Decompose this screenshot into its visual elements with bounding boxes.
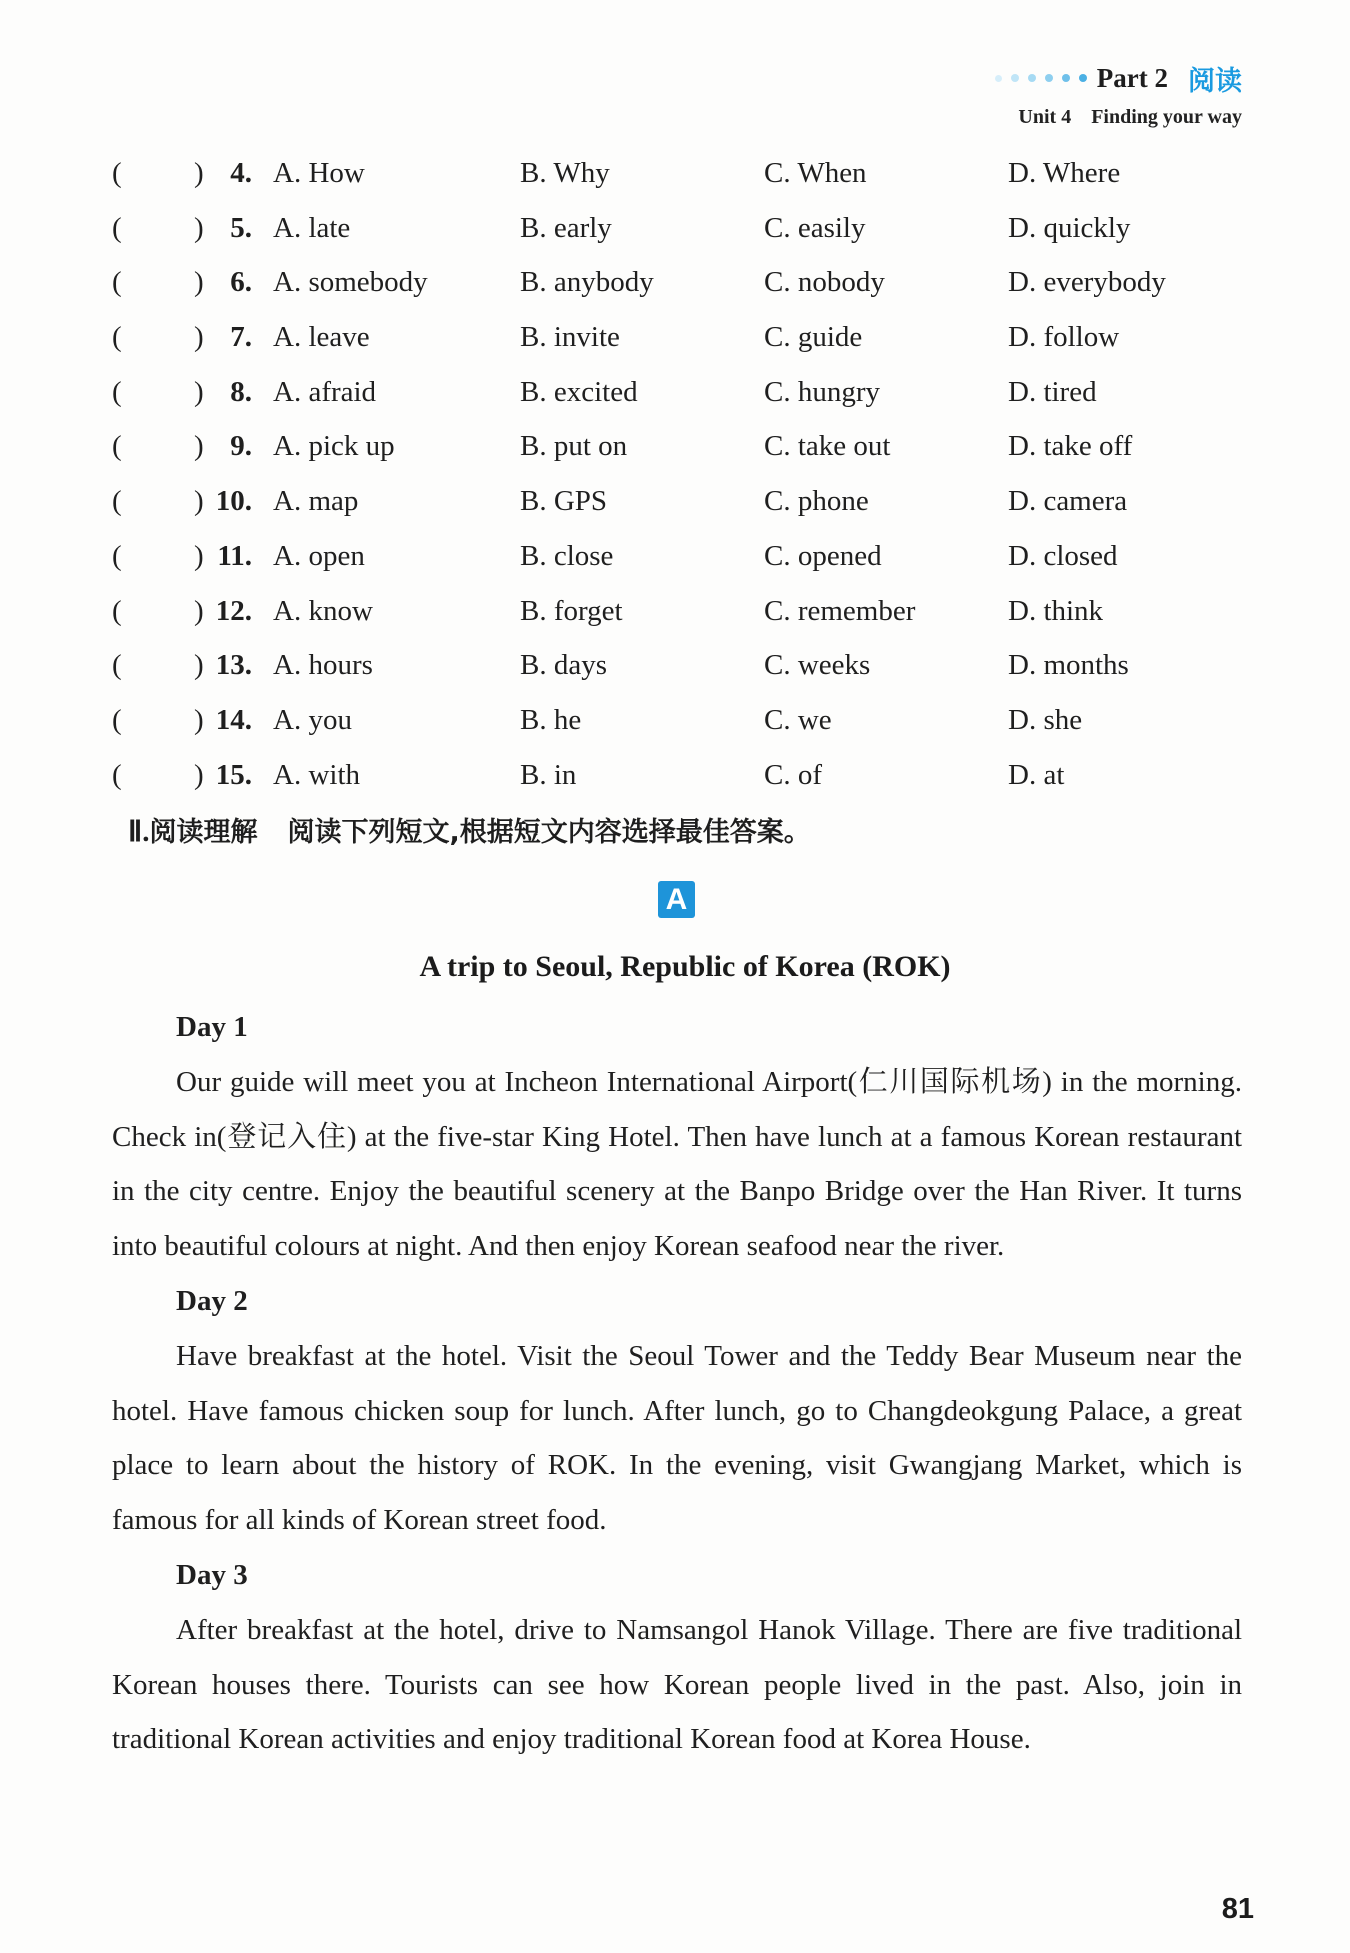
passage-title xyxy=(0,950,1350,984)
option-a: A. pick up xyxy=(273,430,395,463)
question-row xyxy=(112,153,1242,208)
answer-blank-close: ) xyxy=(194,211,204,244)
question-row xyxy=(112,591,1242,646)
day-paragraph: Our guide will meet you at Incheon International Airport(仁川国际机场) in the morning. Check in(登记入住) at the five-star King Hotel. Then have lunch at a famous Korean restaurant in the city centre. Enjoy the beautiful scenery at the Banpo Bridge over the Han River. It turns into beautiful colours at night. And then enjoy Korean seafood near the river. xyxy=(112,1065,1242,1263)
answer-blank-open[interactable]: ( xyxy=(112,649,122,682)
option-c: C. of xyxy=(764,758,822,791)
option-a: A. How xyxy=(273,157,365,189)
answer-blank-open[interactable]: ( xyxy=(112,758,122,791)
day-heading: Day 1 xyxy=(176,1011,248,1043)
option-a: A. afraid xyxy=(273,375,377,408)
option-c: C. nobody xyxy=(764,266,885,299)
question-number: 12. xyxy=(215,594,252,627)
option-c: C. phone xyxy=(764,485,869,518)
question-number: 14. xyxy=(215,703,252,736)
answer-blank-open[interactable]: ( xyxy=(112,157,122,189)
option-d: D. at xyxy=(1008,758,1065,791)
answer-blank-close: ) xyxy=(194,266,204,299)
option-b: B. in xyxy=(520,758,577,791)
answer-blank-open[interactable]: ( xyxy=(112,485,122,518)
question-row xyxy=(112,372,1242,427)
option-a: A. map xyxy=(273,485,359,518)
question-number: 8. xyxy=(230,375,252,408)
section-heading xyxy=(128,810,811,849)
option-b: B. forget xyxy=(520,594,623,627)
question-row xyxy=(112,317,1242,372)
unit-line xyxy=(995,106,1242,129)
option-c: C. easily xyxy=(764,211,866,244)
option-b: B. GPS xyxy=(520,485,608,518)
unit-title: Finding your way xyxy=(1091,106,1242,128)
option-d: D. quickly xyxy=(1008,211,1131,244)
question-number: 13. xyxy=(215,649,252,682)
passage-title-text: A trip to Seoul, Republic of Korea (ROK) xyxy=(419,950,951,983)
option-d: D. Where xyxy=(1008,157,1121,189)
answer-blank-open[interactable]: ( xyxy=(112,211,122,244)
section-title: 阅读理解 xyxy=(149,817,258,848)
option-d: D. closed xyxy=(1008,539,1118,572)
question-row xyxy=(112,536,1242,591)
option-c: C. guide xyxy=(764,321,863,354)
answer-blank-close: ) xyxy=(194,157,204,189)
option-c: C. we xyxy=(764,703,832,736)
day-heading: Day 2 xyxy=(176,1284,248,1317)
question-row xyxy=(112,426,1242,481)
option-a: A. hours xyxy=(273,649,373,682)
option-b: B. Why xyxy=(520,157,610,189)
question-number: 11. xyxy=(217,539,252,572)
option-a: A. late xyxy=(273,211,351,244)
question-number: 9. xyxy=(230,430,252,463)
reading-passage xyxy=(112,1000,1242,1767)
answer-blank-close: ) xyxy=(194,594,204,627)
section-instruction: 阅读下列短文,根据短文内容选择最佳答案。 xyxy=(287,817,811,848)
day-paragraph: After breakfast at the hotel, drive to Namsangol Hanok Village. There are five traditional Korean houses there. Tourists can see how Korean people lived in the past. Also, join in traditional Korean activities and enjoy traditional Korean food at Korea House. xyxy=(112,1613,1242,1756)
option-a: A. leave xyxy=(273,321,370,354)
option-b: B. excited xyxy=(520,375,638,408)
decorative-dots-icon xyxy=(995,74,1087,82)
answer-blank-open[interactable]: ( xyxy=(112,539,122,572)
option-d: D. months xyxy=(1008,649,1129,682)
question-number: 5. xyxy=(230,211,252,244)
header-top-line xyxy=(995,58,1242,98)
option-a: A. with xyxy=(273,758,360,791)
question-number: 6. xyxy=(230,266,252,299)
passage-label-badge: A xyxy=(658,881,695,918)
option-c: C. opened xyxy=(764,539,882,572)
option-b: B. close xyxy=(520,539,614,572)
option-d: D. take off xyxy=(1008,430,1133,463)
question-row xyxy=(112,700,1242,755)
answer-blank-close: ) xyxy=(194,485,204,518)
option-d: D. camera xyxy=(1008,485,1128,518)
option-d: D. follow xyxy=(1008,321,1120,354)
option-c: C. remember xyxy=(764,594,916,627)
answer-blank-close: ) xyxy=(194,539,204,572)
option-b: B. anybody xyxy=(520,266,654,299)
part-label: Part 2 xyxy=(1096,62,1168,93)
part-chinese-label: 阅读 xyxy=(1188,65,1242,97)
answer-blank-close: ) xyxy=(194,430,204,463)
option-d: D. she xyxy=(1008,703,1083,736)
option-d: D. think xyxy=(1008,594,1104,627)
answer-blank-close: ) xyxy=(194,758,204,791)
option-c: C. hungry xyxy=(764,375,880,408)
option-c: C. take out xyxy=(764,430,891,463)
section-number: Ⅱ. xyxy=(128,816,150,848)
option-a: A. you xyxy=(273,703,352,736)
answer-blank-close: ) xyxy=(194,649,204,682)
answer-blank-close: ) xyxy=(194,321,204,354)
question-row xyxy=(112,645,1242,700)
answer-blank-open[interactable]: ( xyxy=(112,430,122,463)
option-b: B. days xyxy=(520,649,607,682)
option-a: A. somebody xyxy=(273,266,428,299)
answer-blank-open[interactable]: ( xyxy=(112,321,122,354)
question-row xyxy=(112,481,1242,536)
option-b: B. put on xyxy=(520,430,628,463)
option-b: B. early xyxy=(520,211,612,244)
answer-blank-open[interactable]: ( xyxy=(112,703,122,736)
question-number: 7. xyxy=(230,321,252,354)
day-heading: Day 3 xyxy=(176,1558,248,1591)
answer-blank-open[interactable]: ( xyxy=(112,375,122,408)
day-paragraph: Have breakfast at the hotel. Visit the Seoul Tower and the Teddy Bear Museum near the hotel. Have famous chicken soup for lunch. After lunch, go to Changdeokgung Palace, a great place to learn about the history of ROK. In the evening, visit Gwangjang Market, which is famous for all kinds of Korean street food. xyxy=(112,1339,1242,1537)
option-c: C. weeks xyxy=(764,649,871,682)
option-d: D. everybody xyxy=(1008,266,1166,299)
option-d: D. tired xyxy=(1008,375,1097,408)
unit-label: Unit 4 xyxy=(1018,106,1072,128)
option-b: B. he xyxy=(520,703,582,736)
option-c: C. When xyxy=(764,157,867,189)
question-row xyxy=(112,262,1242,317)
answer-blank-close: ) xyxy=(194,375,204,408)
question-number: 15. xyxy=(215,758,252,791)
option-b: B. invite xyxy=(520,321,620,354)
option-a: A. open xyxy=(273,539,365,572)
page-number: 81 xyxy=(1221,1893,1254,1925)
answer-blank-open[interactable]: ( xyxy=(112,594,122,627)
page-header xyxy=(995,58,1242,129)
question-row xyxy=(112,755,1242,810)
question-row xyxy=(112,208,1242,263)
option-a: A. know xyxy=(273,594,373,627)
answer-blank-close: ) xyxy=(194,703,204,736)
question-number: 10. xyxy=(215,485,252,518)
question-number: 4. xyxy=(230,157,252,189)
choice-question-list xyxy=(112,153,1242,809)
answer-blank-open[interactable]: ( xyxy=(112,266,122,299)
